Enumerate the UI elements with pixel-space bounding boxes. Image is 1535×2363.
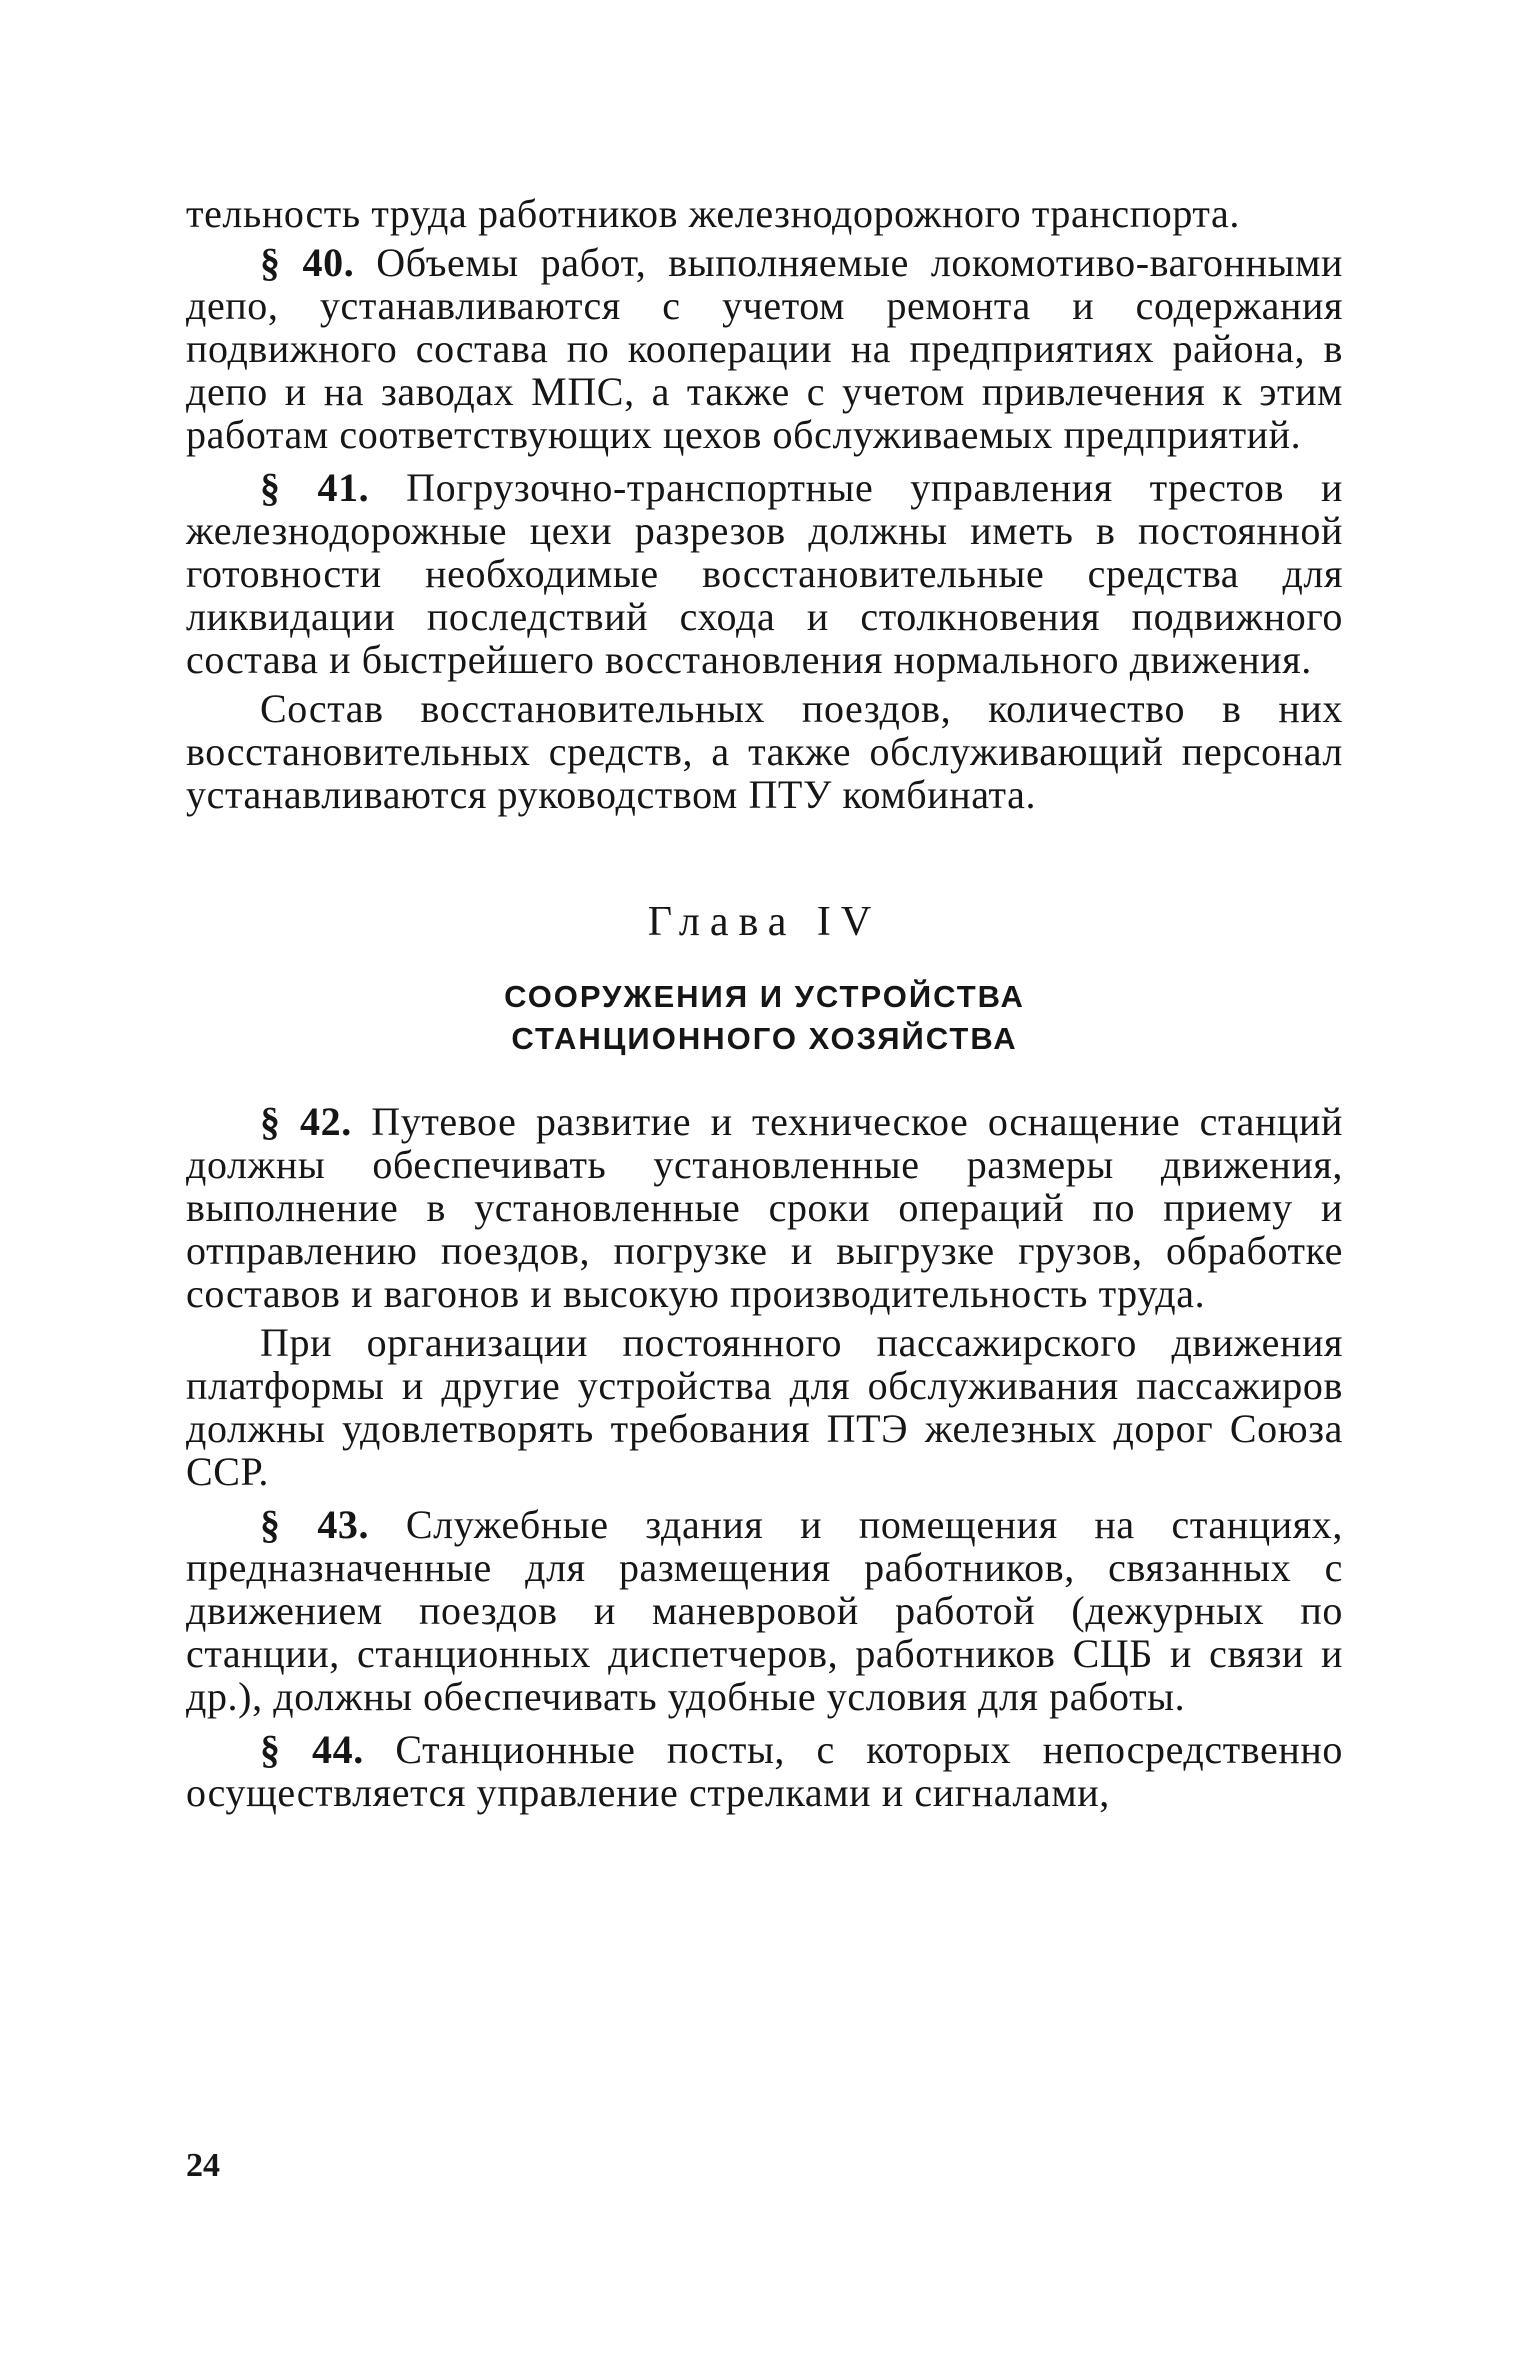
paragraph-section-41: § 41. Погрузочно-транспортные управления трестов и железнодорожные цехи разрезов должны иметь в постоянной готовности необходимые восстановительные средства для ликвидации последствий схода и столкновения подвижного состава и быстрейшего восстановления нормального движения.	[186, 465, 1343, 682]
paragraph-recovery-trains: Состав восстановительных поездов, количество в них восстановительных средств, а также обслуживающий персонал устанавливаются руководством ПТУ комбината.	[186, 686, 1343, 817]
paragraph-continuation: тельность труда работников железнодорожного транспорта.	[186, 191, 1240, 236]
section-number: § 43.	[260, 1502, 370, 1547]
chapter-label: Глава IV	[647, 899, 882, 945]
paragraph-section-40: § 40. Объемы работ, выполняемые локомотиво-вагонными депо, устанавливаются с учетом ремонта и содержания подвижного состава по кооперации на предприятиях района, в депо и на заводах МПС, а также с учетом привлечения к этим работам соответствующих цехов обслуживаемых предприятий.	[186, 240, 1343, 457]
section-number: § 42.	[260, 1099, 352, 1144]
paragraph-passenger-traffic: При организации постоянного пассажирского движения платформы и другие устройства для обслуживания пассажиров должны удовлетворять требования ПТЭ железных дорог Союза ССР.	[186, 1320, 1343, 1494]
paragraph-section-44: § 44. Станционные посты, с которых непосредственно осуществляется управление стрелками и сигналами,	[186, 1727, 1343, 1815]
section-number: § 40.	[260, 240, 355, 285]
chapter-title-line-2: СТАНЦИОННОГО ХОЗЯЙСТВА	[511, 1021, 1018, 1056]
section-number: § 41.	[260, 465, 370, 510]
paragraph-section-43: § 43. Служебные здания и помещения на станциях, предназначенные для размещения работников, связанных с движением поездов и маневровой работой (дежурных по станции, станционных диспетчеров, работников СЦБ и связи и др.), должны обеспечивать удобные условия для работы.	[186, 1502, 1343, 1719]
paragraph-section-42: § 42. Путевое развитие и техническое оснащение станций должны обеспечивать установленные размеры движения, выполнение в установленные сроки операций по приему и отправлению поездов, погрузке и выгрузке грузов, обработке составов и вагонов и высокую производительность труда.	[186, 1099, 1343, 1316]
chapter-title-line-1: СООРУЖЕНИЯ И УСТРОЙСТВА	[504, 979, 1025, 1014]
page-number: 24	[186, 2147, 220, 2184]
page-body	[186, 192, 1343, 1814]
section-number: § 44.	[260, 1727, 364, 1772]
chapter-title	[186, 976, 1343, 1060]
